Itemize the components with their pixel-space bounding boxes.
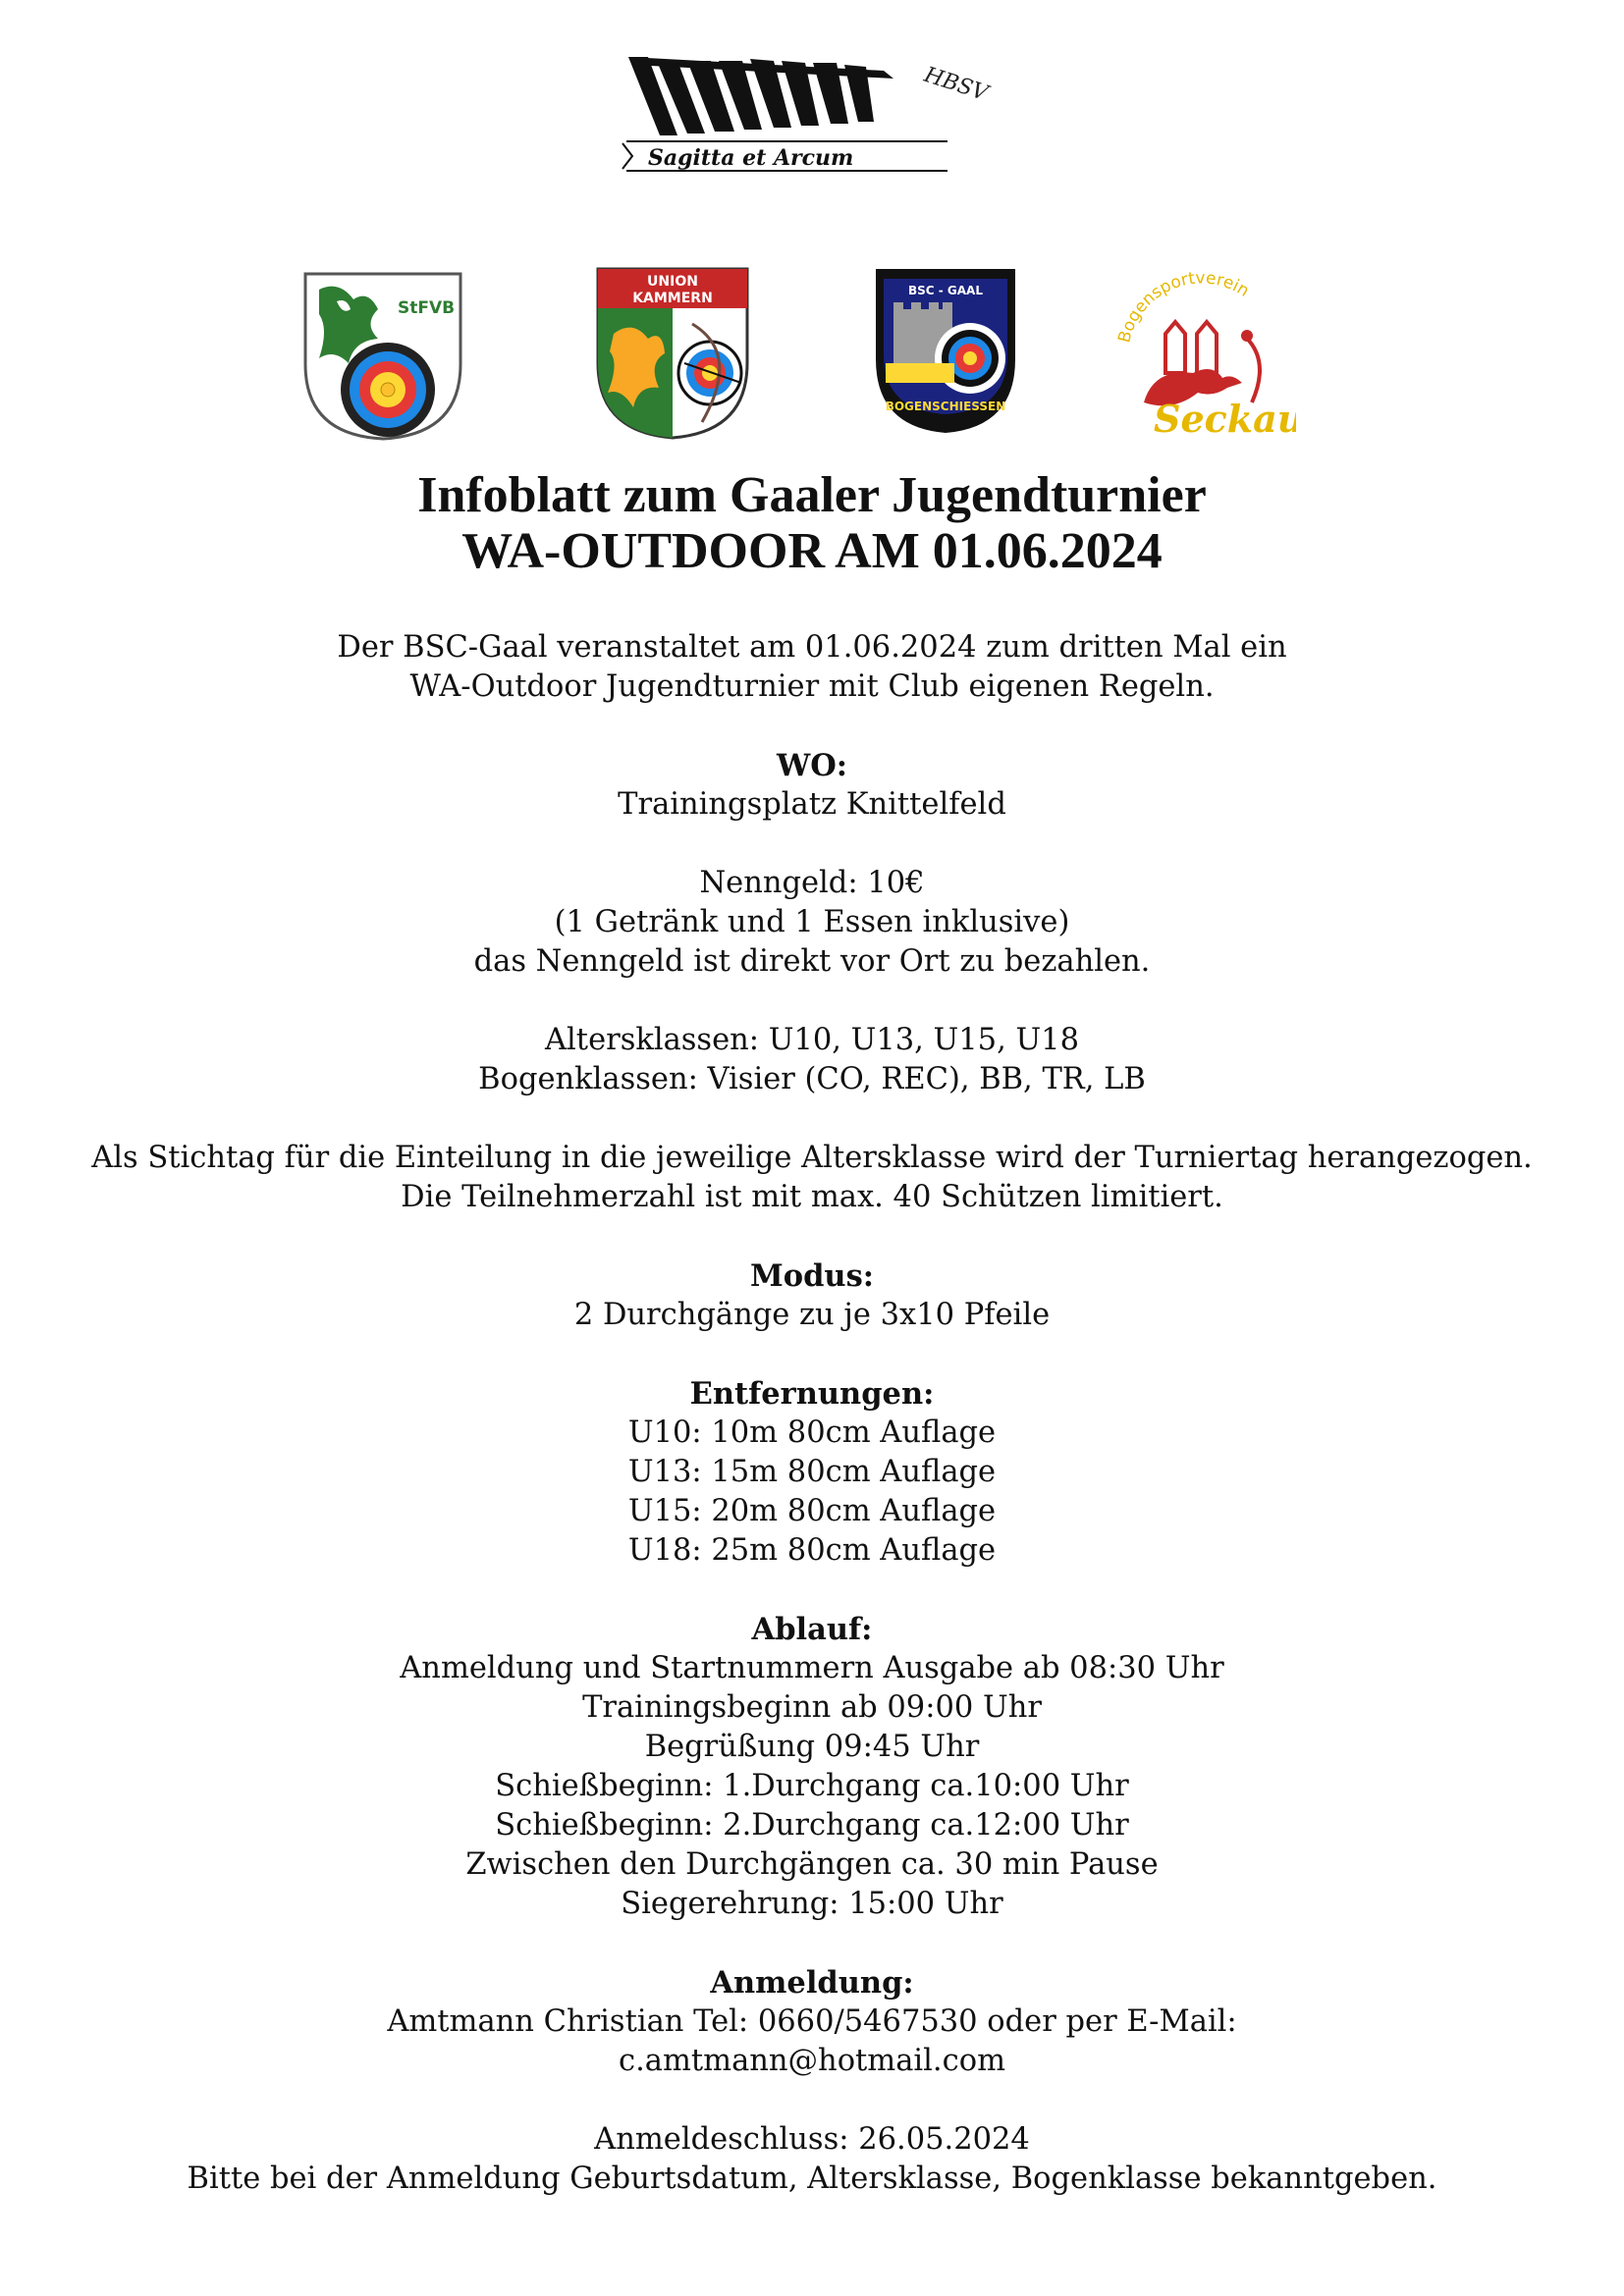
title-line-1: Infoblatt zum Gaaler Jugendturnier: [417, 467, 1207, 523]
wo-value: Trainingsplatz Knittelfeld: [618, 787, 1006, 822]
title-line-2: WA-OUTDOOR AM 01.06.2024: [461, 523, 1163, 579]
ablauf-heading: Ablauf:: [751, 1612, 873, 1647]
ablauf-item: Siegerehrung: 15:00 Uhr: [621, 1887, 1003, 1921]
ablauf-item: Zwischen den Durchgängen ca. 30 min Pause: [465, 1847, 1159, 1882]
union-kammern-logo: [594, 265, 751, 442]
ablauf-item: Trainingsbeginn ab 09:00 Uhr: [582, 1690, 1042, 1725]
bsc-gaal-logo: [872, 265, 1019, 437]
stfvb-text: StFVB: [398, 298, 456, 318]
info-content: [0, 628, 1624, 2199]
nenngeld-line-3: das Nenngeld ist direkt vor Ort zu bezahlen.: [473, 944, 1151, 979]
ablauf-item: Anmeldung und Startnummern Ausgabe ab 08:30 Uhr: [400, 1651, 1224, 1685]
bscg-bottom-text: BOGENSCHIESSEN: [885, 400, 1006, 413]
stfvb-logo: [299, 270, 466, 442]
intro-line-1: Der BSC-Gaal veranstaltet am 01.06.2024 zum dritten Mal ein: [337, 630, 1287, 665]
nenngeld-line-1: Nenngeld: 10€: [699, 866, 925, 900]
altersklassen: Altersklassen: U10, U13, U15, U18: [545, 1023, 1079, 1057]
bscg-top-text: BSC - GAAL: [907, 284, 984, 297]
modus-heading: Modus:: [749, 1258, 875, 1294]
stichtag-line-2: Die Teilnehmerzahl ist mit max. 40 Schützen limitiert.: [401, 1180, 1223, 1214]
seckau-logo: [1105, 265, 1296, 447]
anmeldung-email[interactable]: c.amtmann@hotmail.com: [619, 2044, 1005, 2078]
union-line1: UNION: [647, 274, 698, 290]
anmeldung-contact: Amtmann Christian Tel: 0660/5467530 oder per E-Mail:: [387, 2004, 1237, 2039]
bogenklassen: Bogenklassen: Visier (CO, REC), BB, TR, LB: [478, 1062, 1146, 1096]
entfernung-item: U13: 15m 80cm Auflage: [627, 1455, 997, 1489]
wo-heading: WO:: [776, 748, 848, 783]
anmeldung-heading: Anmeldung:: [710, 1965, 914, 2001]
anmeldung-hinweis: Bitte bei der Anmeldung Geburtsdatum, Altersklasse, Bogenklasse bekanntgeben.: [187, 2162, 1437, 2196]
intro-line-2: WA-Outdoor Jugendturnier mit Club eigenen Regeln.: [409, 669, 1215, 704]
hbsv-text: HBSV: [921, 62, 991, 107]
nenngeld-line-2: (1 Getränk und 1 Essen inklusive): [554, 905, 1070, 939]
stichtag-line-1: Als Stichtag für die Einteilung in die jeweilige Altersklasse wird der Turniertag herangezogen.: [91, 1141, 1533, 1175]
seckau-name: Seckau: [1154, 397, 1296, 441]
title-block: [0, 467, 1624, 579]
hbsv-logo-graphic: [609, 49, 1001, 177]
ablauf-item: Begrüßung 09:45 Uhr: [644, 1730, 980, 1764]
union-line2: KAMMERN: [632, 291, 713, 306]
entfernung-item: U10: 10m 80cm Auflage: [627, 1415, 997, 1450]
entfernung-item: U15: 20m 80cm Auflage: [627, 1494, 997, 1528]
hbsv-logo: [609, 49, 1001, 177]
ablauf-item: Schießbeginn: 2.Durchgang ca.12:00 Uhr: [495, 1808, 1129, 1842]
modus-value: 2 Durchgänge zu je 3x10 Pfeile: [573, 1298, 1051, 1332]
seckau-arc-text: Bogensportverein: [1114, 268, 1253, 346]
ablauf-item: Schießbeginn: 1.Durchgang ca.10:00 Uhr: [495, 1769, 1129, 1803]
entfernungen-heading: Entfernungen:: [689, 1376, 935, 1412]
hbsv-motto: Sagitta et Arcum: [648, 145, 854, 171]
entfernung-item: U18: 25m 80cm Auflage: [627, 1533, 997, 1568]
anmeldeschluss: Anmeldeschluss: 26.05.2024: [594, 2122, 1030, 2157]
